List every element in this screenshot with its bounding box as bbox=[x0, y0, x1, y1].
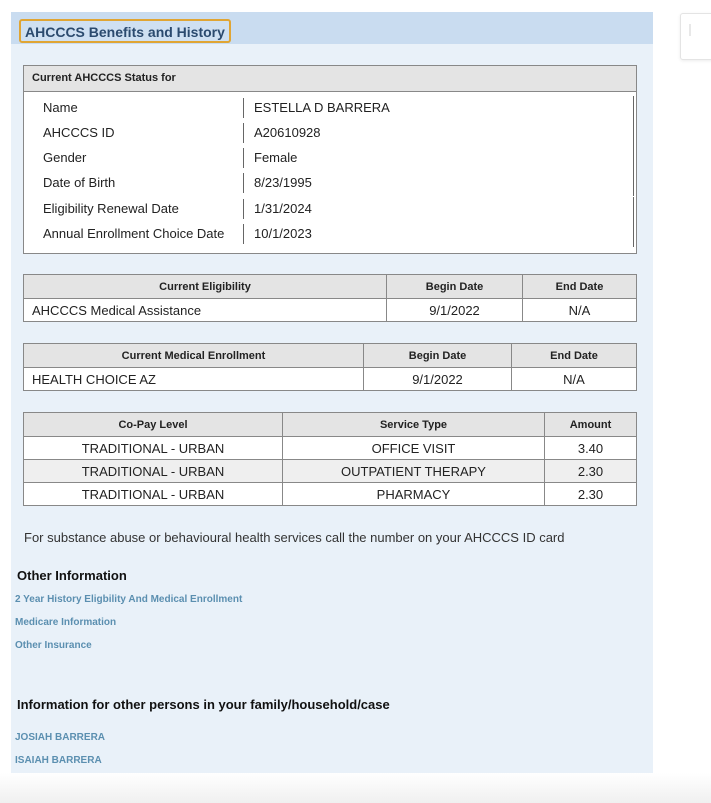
status-value: 1/31/2024 bbox=[254, 201, 312, 216]
col-header: Current Medical Enrollment bbox=[24, 344, 364, 368]
table-row bbox=[24, 437, 637, 460]
status-label: AHCCCS ID bbox=[43, 125, 115, 140]
page-title[interactable]: AHCCCS Benefits and History bbox=[19, 19, 231, 43]
col-header: Begin Date bbox=[387, 275, 523, 299]
table-cell: 9/1/2022 bbox=[387, 299, 523, 322]
status-row-name bbox=[24, 96, 636, 121]
table-cell: N/A bbox=[512, 368, 637, 391]
table-cell: OFFICE VISIT bbox=[283, 437, 545, 460]
benefits-panel bbox=[11, 12, 653, 803]
divider bbox=[633, 222, 634, 247]
status-label: Eligibility Renewal Date bbox=[43, 201, 179, 216]
divider bbox=[633, 146, 634, 171]
eligibility-table bbox=[23, 274, 637, 322]
col-header: Amount bbox=[545, 413, 637, 437]
current-status-heading: Current AHCCCS Status for bbox=[24, 66, 636, 92]
table-cell: 2.30 bbox=[545, 460, 637, 483]
table-row bbox=[24, 483, 637, 506]
table-row bbox=[24, 299, 637, 322]
status-row-ahcccs-id bbox=[24, 121, 636, 146]
panel-header bbox=[11, 12, 653, 44]
col-header: Current Eligibility bbox=[24, 275, 387, 299]
divider bbox=[243, 224, 244, 244]
status-label: Gender bbox=[43, 150, 87, 165]
status-label: Date of Birth bbox=[43, 175, 116, 190]
col-header: Co-Pay Level bbox=[24, 413, 283, 437]
divider bbox=[633, 96, 634, 121]
table-cell: OUTPATIENT THERAPY bbox=[283, 460, 545, 483]
status-value: 8/23/1995 bbox=[254, 175, 312, 190]
table-cell: AHCCCS Medical Assistance bbox=[24, 299, 387, 322]
status-value: Female bbox=[254, 150, 298, 165]
divider bbox=[633, 171, 634, 196]
divider bbox=[243, 199, 244, 219]
table-cell: N/A bbox=[523, 299, 637, 322]
family-member-link[interactable]: JOSIAH BARRERA bbox=[15, 732, 106, 743]
divider bbox=[633, 197, 634, 222]
status-label: Annual Enrollment Choice Date bbox=[43, 226, 225, 241]
other-insurance-link[interactable]: Other Insurance bbox=[15, 640, 92, 651]
other-info-title: Other Information bbox=[17, 568, 127, 583]
table-row bbox=[24, 460, 637, 483]
col-header: End Date bbox=[512, 344, 637, 368]
current-status-table bbox=[23, 65, 637, 254]
table-cell: 2.30 bbox=[545, 483, 637, 506]
divider bbox=[243, 98, 244, 118]
copay-table bbox=[23, 412, 637, 506]
table-cell: TRADITIONAL - URBAN bbox=[24, 437, 283, 460]
col-header: End Date bbox=[523, 275, 637, 299]
family-info-title: Information for other persons in your family/household/case bbox=[17, 697, 390, 712]
table-cell: TRADITIONAL - URBAN bbox=[24, 460, 283, 483]
table-cell: 3.40 bbox=[545, 437, 637, 460]
medicare-info-link[interactable]: Medicare Information bbox=[15, 617, 117, 628]
divider bbox=[243, 123, 244, 143]
table-cell: HEALTH CHOICE AZ bbox=[24, 368, 364, 391]
table-row bbox=[24, 368, 637, 391]
history-link[interactable]: 2 Year History Eligbility And Medical Enrollment bbox=[15, 594, 243, 605]
behavioural-health-note: For substance abuse or behavioural health services call the number on your AHCCCS ID card bbox=[24, 530, 565, 545]
table-cell: PHARMACY bbox=[283, 483, 545, 506]
side-card-mark bbox=[689, 24, 691, 36]
side-card bbox=[680, 13, 711, 60]
table-cell: 9/1/2022 bbox=[364, 368, 512, 391]
col-header: Service Type bbox=[283, 413, 545, 437]
status-value: ESTELLA D BARRERA bbox=[254, 100, 390, 115]
status-label: Name bbox=[43, 100, 78, 115]
table-cell: TRADITIONAL - URBAN bbox=[24, 483, 283, 506]
status-row-dob bbox=[24, 171, 636, 196]
status-value: A20610928 bbox=[254, 125, 321, 140]
divider bbox=[243, 148, 244, 168]
status-row-renewal bbox=[24, 197, 636, 222]
divider bbox=[633, 121, 634, 146]
status-row-enrollment-choice bbox=[24, 222, 636, 247]
enrollment-table bbox=[23, 343, 637, 391]
status-row-gender bbox=[24, 146, 636, 171]
divider bbox=[243, 173, 244, 193]
col-header: Begin Date bbox=[364, 344, 512, 368]
status-value: 10/1/2023 bbox=[254, 226, 312, 241]
page-footer-fade bbox=[0, 773, 711, 803]
family-member-link[interactable]: ISAIAH BARRERA bbox=[15, 755, 102, 766]
